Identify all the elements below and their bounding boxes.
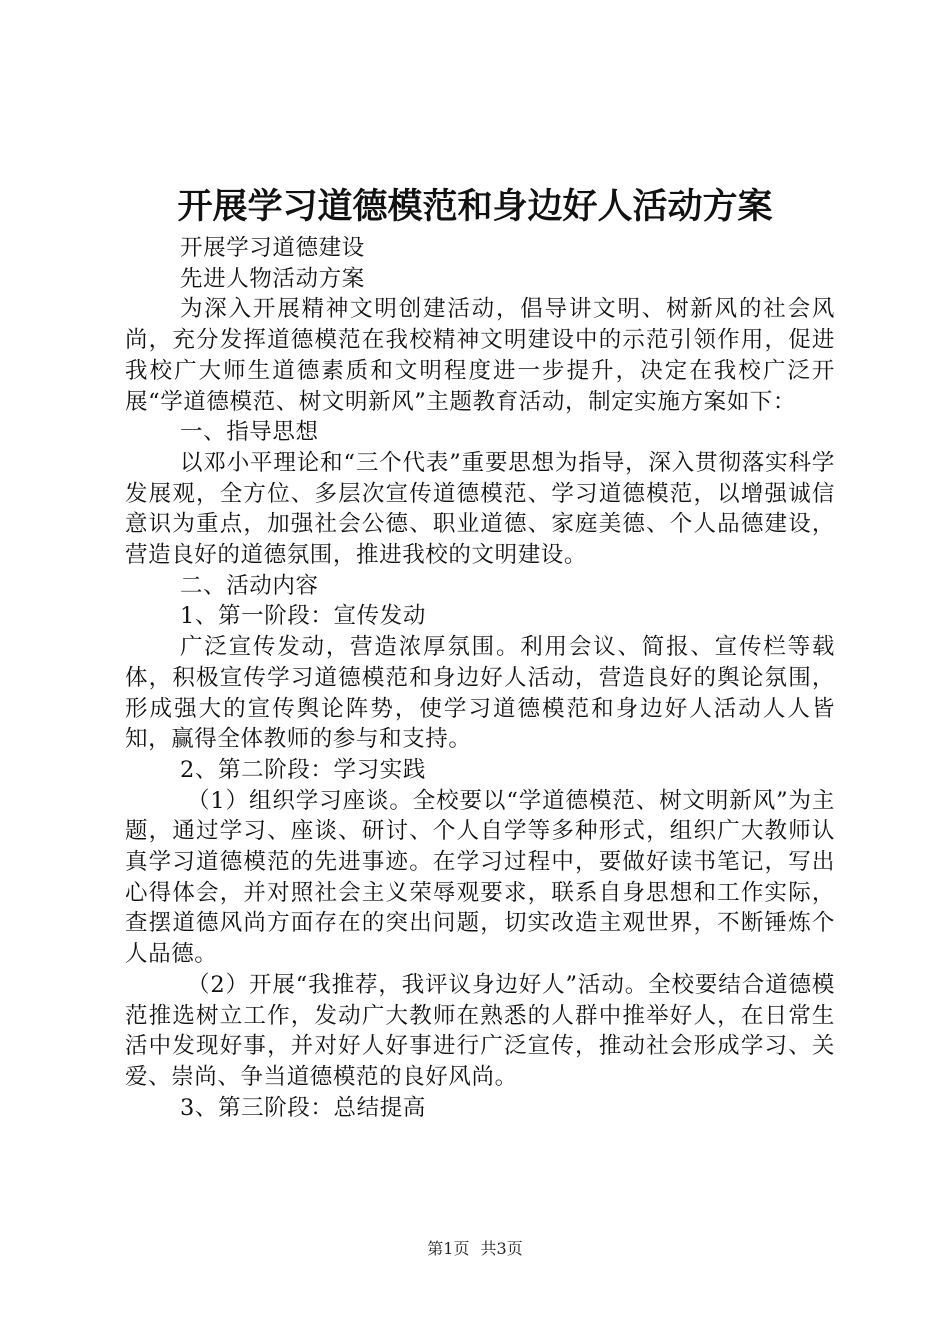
intro-paragraph: 为深入开展精神文明创建活动，倡导讲文明、树新风的社会风尚，充分发挥道德模范在我校精神文明建设中的示范引领作用，促进我校广大师生道德素质和文明程度进一步提升，决定在我校广泛开展“学道德模范、树文明新风”主题教育活动，制定实施方案如下： <box>125 296 835 415</box>
guiding-thought-paragraph: 以邓小平理论和“三个代表”重要思想为指导，深入贯彻落实科学发展观，全方位、多层次宣传道德模范、学习道德模范，以增强诚信意识为重点，加强社会公德、职业道德、家庭美德、个人品德建设，营造良好的道德氛围，推进我校的文明建设。 <box>125 449 835 569</box>
section-heading-guiding-thought: 一、指导思想 <box>180 419 319 446</box>
stage-two-heading: 2、第二阶段：学习实践 <box>180 756 426 783</box>
page-total: 共3页 <box>480 1239 523 1258</box>
subtitle-line-2: 先进人物活动方案 <box>180 265 365 292</box>
page-footer <box>0 1238 950 1260</box>
document-body <box>125 233 835 1123</box>
document-title: 开展学习道德模范和身边好人活动方案 <box>177 187 773 227</box>
stage-two-item-1: （1）组织学习座谈。全校要以“学道德模范、树文明新风”为主题，通过学习、座谈、研讨、个人自学等多种形式，组织广大教师认真学习道德模范的先进事迹。在学习过程中，要做好读书笔记，写出心得体会，并对照社会主义荣辱观要求，联系自身思想和工作实际，查摆道德风尚方面存在的突出问题，切实改造主观世界，不断锤炼个人品德。 <box>125 787 835 968</box>
stage-three-heading: 3、第三阶段：总结提高 <box>180 1094 426 1121</box>
subtitle-line-1: 开展学习道德建设 <box>180 235 365 261</box>
stage-two-item-2: （2）开展“我推荐，我评议身边好人”活动。全校要结合道德模范推选树立工作，发动广大教师在熟悉的人群中推举好人，在日常生活中发现好事，并对好人好事进行广泛宣传，推动社会形成学习、关爱、崇尚、争当道德模范的良好风尚。 <box>125 971 835 1090</box>
page-number: 第1页 <box>427 1239 470 1258</box>
stage-one-heading: 1、第一阶段：宣传发动 <box>180 603 426 630</box>
stage-one-paragraph: 广泛宣传发动，营造浓厚氛围。利用会议、简报、宣传栏等载体，积极宣传学习道德模范和身边好人活动，营造良好的舆论氛围，形成强大的宣传舆论阵势，使学习道德模范和身边好人活动人人皆知，赢得全体教师的参与和支持。 <box>125 634 835 753</box>
section-heading-activity-content: 二、活动内容 <box>180 572 319 599</box>
